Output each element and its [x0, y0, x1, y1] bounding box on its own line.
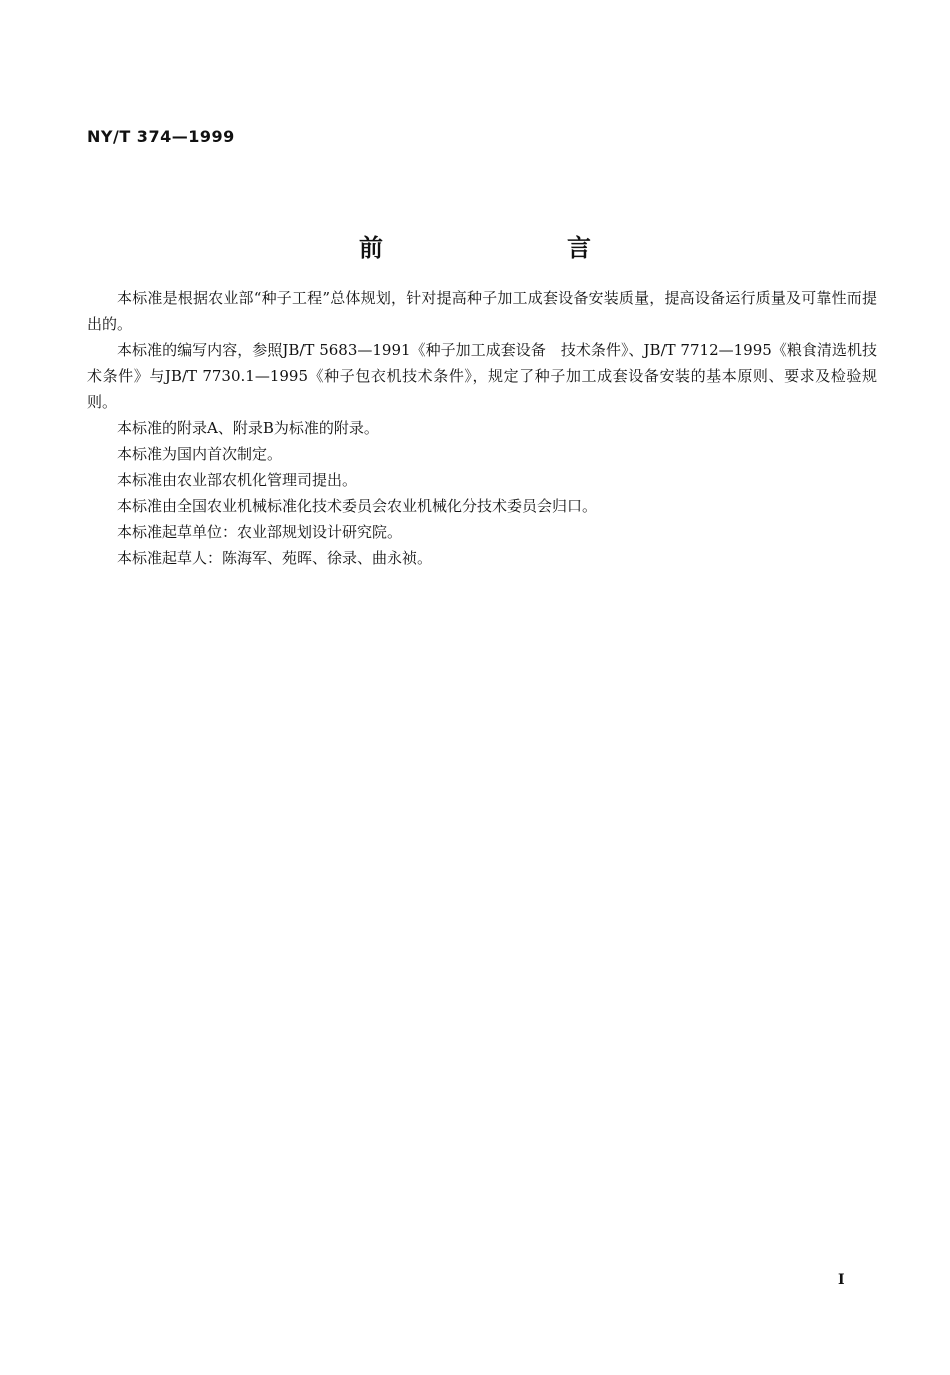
foreword-body [87, 285, 877, 571]
paragraph: 本标准起草人：陈海军、苑晖、徐录、曲永祯。 [117, 549, 433, 567]
paragraph: 本标准起草单位：农业部规划设计研究院。 [117, 523, 403, 541]
paragraph: 本标准由农业部农机化管理司提出。 [117, 471, 358, 489]
page-title: 前 言 [359, 234, 671, 262]
paragraph: 本标准由全国农业机械标准化技术委员会农业机械化分技术委员会归口。 [117, 497, 598, 515]
page-number: I [838, 1272, 845, 1288]
paragraph: 本标准的编写内容，参照JB/T 5683—1991《种子加工成套设备 技术条件》、JB/T 7712—1995《粮食清选机技术条件》与JB/T 7730.1—1995《种子包衣机技术条件》，规定了种子加工成套设备安装的基本原则、要求及检验规则。 [87, 341, 877, 411]
paragraph: 本标准是根据农业部“种子工程”总体规划，针对提高种子加工成套设备安装质量，提高设备运行质量及可靠性而提出的。 [87, 289, 877, 333]
paragraph: 本标准为国内首次制定。 [117, 445, 283, 463]
standard-code: NY/T 374—1999 [87, 127, 235, 146]
paragraph: 本标准的附录A、附录B为标准的附录。 [117, 419, 379, 437]
